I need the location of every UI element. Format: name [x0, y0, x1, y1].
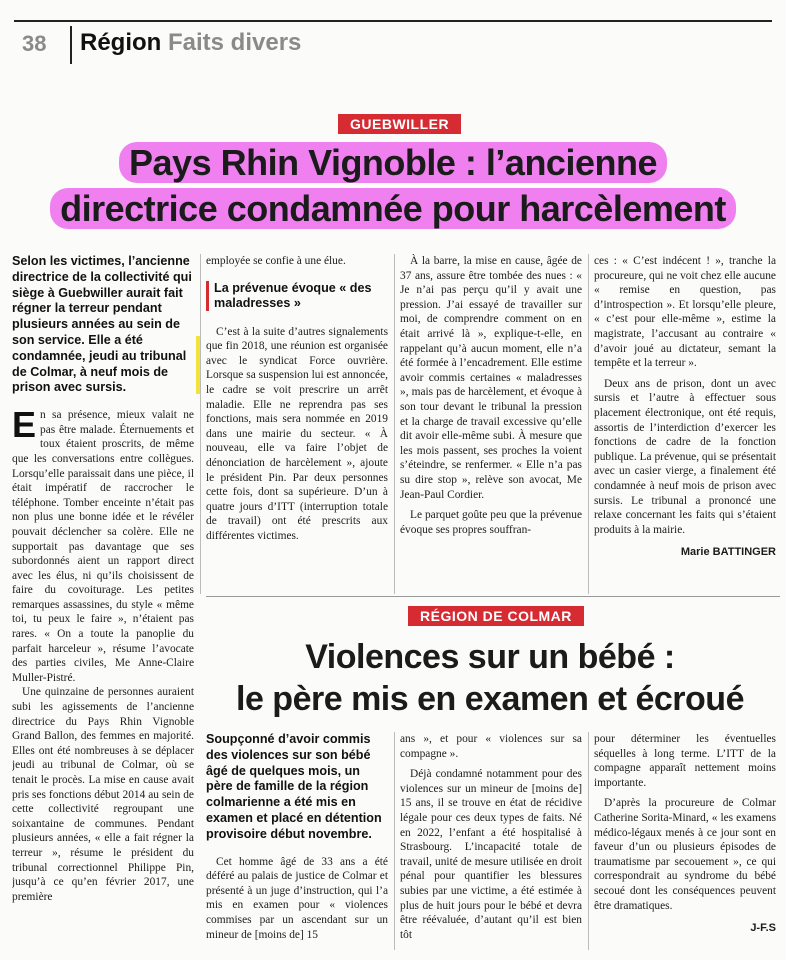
article2-signature: J-F.S — [750, 922, 776, 935]
article1-title-line2: directrice condamnée pour harcèlement — [50, 188, 736, 229]
section-name: Région — [80, 29, 162, 56]
dropcap: E — [12, 404, 37, 446]
article1-signature: Marie BATTINGER — [680, 546, 776, 559]
article2-title-line2: le père mis en examen et écroué — [236, 680, 744, 718]
article1-col4-paragraph-1: ces : « C’est indécent ! », tranche la procureure, qui ne voit chez elle aucune « remise en question, pas d’introspection ». Et lorsqu’elle pleure, « c’est pour elle-même », estime la magistrate, l’accusant au contraire « d’avoir joué au dictateur, semant la tempête et la terreur ». — [594, 255, 776, 370]
section-title — [80, 29, 301, 57]
article2-col1-paragraph: Cet homme âgé de 33 ans a été déféré au palais de justice de Colmar et présenté à un juge d’instruction, qui l’a mis en examen pour « violences commises par un ascendant sur un mineur de [moins de] 15 — [206, 855, 388, 941]
column-divider — [200, 254, 201, 594]
article2-kicker: RÉGION DE COLMAR — [408, 606, 584, 626]
header-divider — [70, 26, 72, 64]
article1-col3-paragraph-1: À la barre, la mise en cause, âgée de 37 ans, assure être tombée des nues : « Je n’ai pas perçu qu’il y avait une pression. J’ai essayé de travailler sur moi, de comprendre comment on en était arrivé là », explique-t-elle, en rappelant qu’à aucun moment, elle n’a été formée à l’encadrement. Elle estime avoir commis certaines « maladresses », mais pas de harcèlement, et évoque à son tour devant le tribunal la pression et la charge de travail excessive qu’elle dit avoir elle-même subi. À mesure que les mois passent, ses proches la voient s’éteindre, se renfermer. « Elle n’a pas su dire stop », relève son avocat, Me Jean-Paul Cordier. — [400, 255, 582, 501]
article2-column-3 — [594, 732, 776, 954]
article1-col2-paragraph-1: employée se confie à une élue. — [206, 255, 346, 267]
article1-col1-paragraph-2: Une quinzaine de personnes auraient subi les agissements de l’ancienne directrice du Pays Rhin Vignoble Grand Ballon, des femmes en majorité. Elles ont été nombreuses à se déplacer jeudi au tribunal de Colmar, où se tenait le procès. La mise en cause avait pris ses fonctions début 2014 au sein de cette collectivité regroupant une soixantaine de communes. Pendant plusieurs années, « elle a fait régner la terreur », résume le président du tribunal correctionnel Philippe Pin, jusqu’à ce qu’en février 2017, une première — [12, 686, 194, 903]
article1-title — [0, 140, 786, 232]
article1-column-3 — [400, 254, 582, 584]
article2-chapeau: Soupçonné d’avoir commis des violences sur son bébé âgé de quelques mois, un père de famille de la région colmarienne a été mis en examen et placé en détention provisoire début novembre. — [206, 732, 382, 841]
article1-intertitle: La prévenue évoque « des maladresses » — [206, 281, 388, 311]
article1-column-4 — [594, 254, 776, 594]
article1-chapeau: Selon les victimes, l’ancienne directrice de la collectivité qui siège à Guebwiller aurait fait régner la terreur pendant plusieurs années au sein de son service. Elle a été condamnée, jeudi au tribunal de Colmar, à neuf mois de prison avec sursis. — [12, 254, 192, 395]
column-divider — [394, 732, 395, 950]
article-separator — [206, 596, 780, 597]
article1-col3-paragraph-2: Le parquet goûte peu que la prévenue évoque ses propres souffran- — [400, 509, 582, 536]
article1-column-2 — [206, 254, 388, 584]
page-number: 38 — [22, 31, 47, 56]
article1-column-1 — [12, 254, 194, 954]
header-rule — [14, 20, 772, 22]
page-header — [0, 0, 786, 112]
article2-title-line1: Violences sur un bébé : — [305, 638, 675, 676]
article2-col2-paragraph-2: Déjà condamné notamment pour des violences sur un mineur de [moins de] 15 ans, il se trouve en état de récidive légale pour ces deux types de faits. Né en 2022, l’enfant a été hospitalisé à Strasbourg. L’incapacité totale de travail, unité de mesure utilisée en droit pénal pour quantifier les blessures subies par une victime, a été estimée à plus de huit jours pour le bébé et devra être réévaluée, d’autant qu’il est bien tôt — [400, 768, 582, 941]
article2-col3-paragraph-2: D’après la procureure de Colmar Catherine Sorita-Minard, « les examens médico-légaux menés à ce jour sont en faveur d’un ou plusieurs épisodes de traumatisme par secouement », ce qui correspondrait au syndrome du bébé secoué dont les conséquences peuvent être dramatiques. — [594, 797, 776, 912]
article2-column-1 — [206, 732, 388, 954]
column-divider — [588, 254, 589, 594]
column-divider — [394, 254, 395, 594]
subsection-name: Faits divers — [168, 29, 302, 56]
column-divider — [588, 732, 589, 950]
article2-col3-paragraph-1: pour déterminer les éventuelles séquelles à long terme. L’ITT de la compagne apparaît nettement moins importante. — [594, 733, 776, 789]
article1-kicker: GUEBWILLER — [338, 114, 461, 134]
article1-col4-paragraph-2: Deux ans de prison, dont un avec sursis et l’autre à effectuer sous placement électronique, ont été requis, assortis de l’interdiction d’exercer les fonctions de cadre de la fonction publique. La prévenue, qui se présentait avec un casier vierge, a finalement été condamnée à neuf mois de prison avec sursis. Le tribunal a prononcé une relaxe concernant les faits qui s’étaient produits à la mairie. — [594, 377, 776, 536]
article1-col2-paragraph-2: C’est à la suite d’autres signalements que fin 2018, une réunion est organisée avec le syndicat Force ouvrière. Lorsque sa suspension lui est annoncée, le cadre se voit prescrire un arrêt maladie. Elle ne reprendra pas ses fonctions, mais sera nommée en 2019 dans une mairie du secteur. « À nouveau, elle va faire l’objet de dénonciation de harcèlement », ajoute le président Pin. Par deux personnes cette fois, dont sa supérieure. D’un à quatre jours d’ITT (interruption totale de travail) ont été prescrits aux différentes victimes. — [206, 325, 388, 542]
article1-title-line1: Pays Rhin Vignoble : l’ancienne — [119, 142, 667, 183]
article2-column-2 — [400, 732, 582, 954]
article1-col1-paragraph-1 — [12, 404, 194, 685]
article2-title — [200, 636, 780, 720]
yellow-highlight-mark — [196, 336, 200, 394]
article2-col2-paragraph-1: ans », et pour « violences sur sa compagne ». — [400, 733, 582, 760]
article1-col1-text-1: n sa présence, mieux valait ne pas être malade. Éternuements et toux étaient proscrits, de même que les conversations entre collègues. Lorsqu’elle paraissait dans une pièce, il était impératif de raccrocher le téléphone. Tomber enceinte n’était pas non plus une bonne idée et le révéler pouvait déclencher sa colère. Elle ne supportait pas davantage que ses subordonnés aient un rapport direct avec les élus, ni qu’ils choisissent de faire du covoiturage. Les petites remarques assassines, du style « même toi, tu peux le faire », n’étaient pas rares. « On a toute la panoplie du parfait harceleur », résume l’avocate des parties civiles, Me Anne-Claire Muller-Pistré. — [12, 409, 194, 684]
